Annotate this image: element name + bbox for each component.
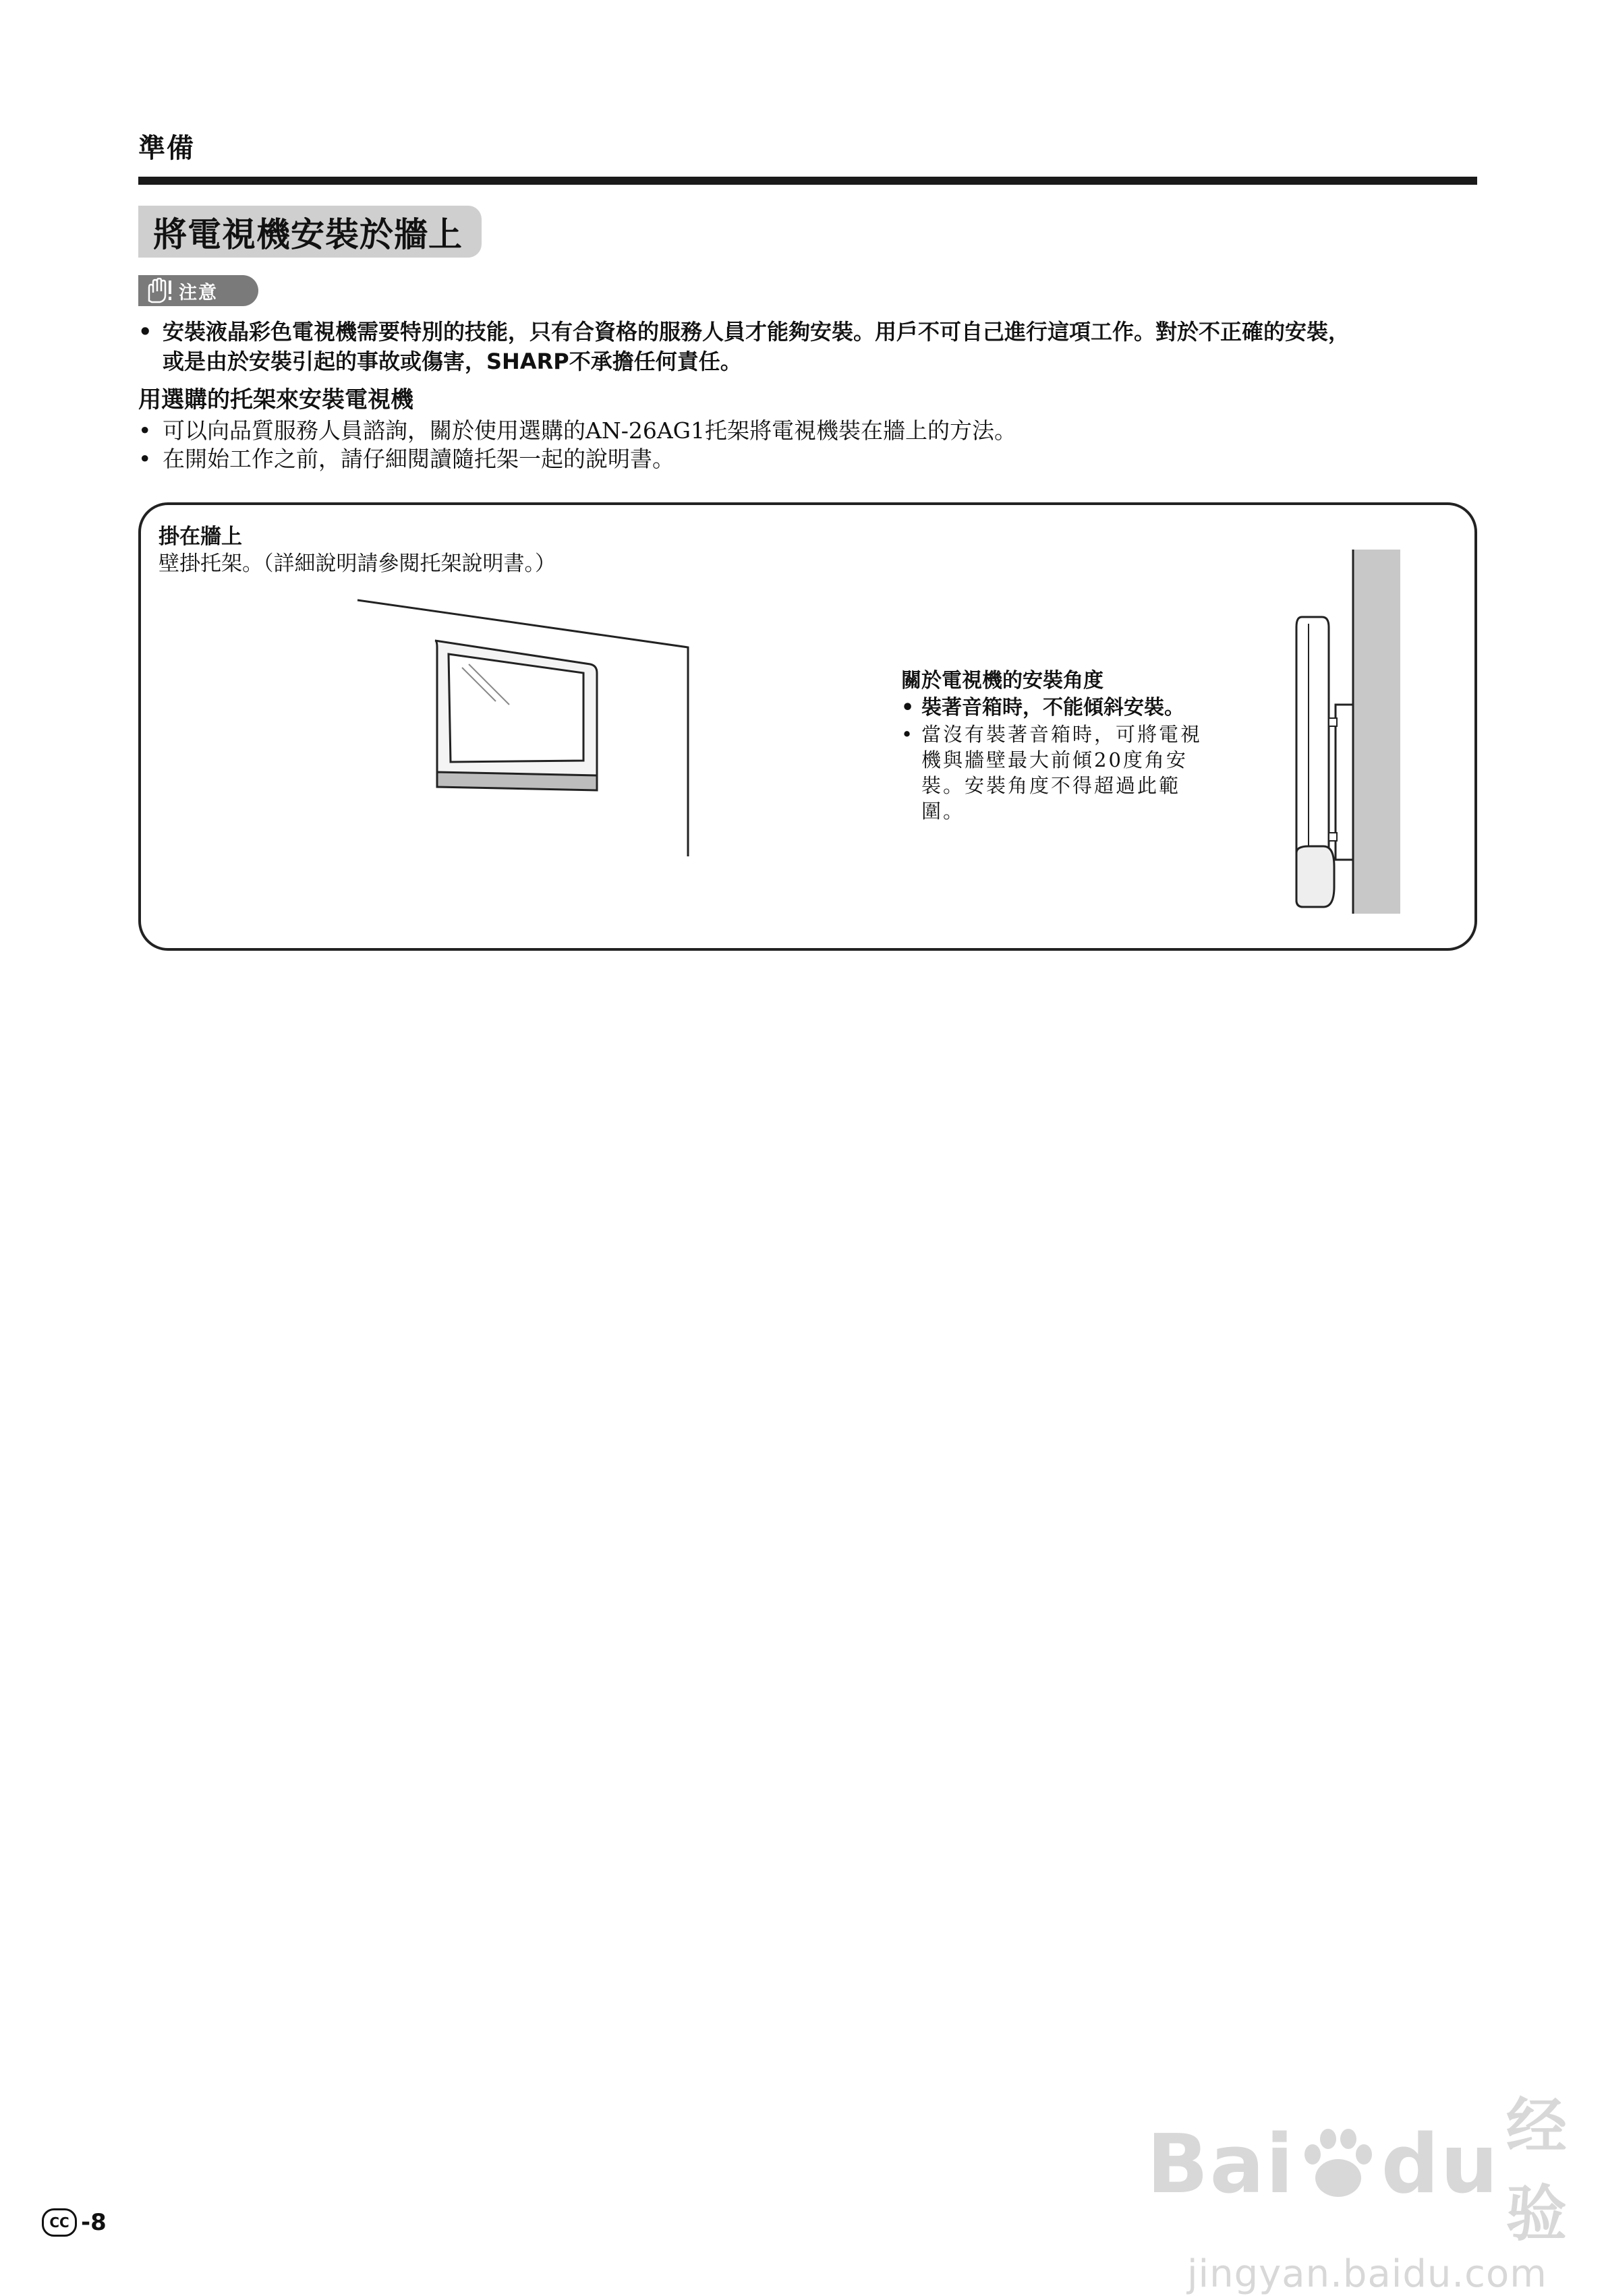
caution-text <box>138 317 1481 376</box>
watermark-url: jingyan.baidu.com <box>1187 2252 1547 2296</box>
angle-heading: 關於電視機的安裝角度 <box>901 669 1103 693</box>
caution-badge <box>138 275 258 306</box>
caution-line-2: 或是由於安裝引起的事故或傷害，SHARP不承擔任何責任。 <box>163 349 742 374</box>
page-title: 將電視機安裝於牆上 <box>153 214 463 254</box>
page-prefix: CC <box>49 2214 69 2231</box>
angle-line-4: 圍。 <box>921 800 965 823</box>
list-item <box>138 417 1481 445</box>
bullet-icon: • <box>138 417 152 444</box>
list-item <box>901 695 1265 722</box>
hand-caution-icon <box>138 275 179 306</box>
tv-on-wall-illustration <box>351 593 701 863</box>
tv-side-view-illustration <box>1282 550 1416 917</box>
bracket-item-2: 在開始工作之前，請仔細閱讀隨托架一起的說明書。 <box>163 446 675 472</box>
bracket-heading: 用選購的托架來安裝電視機 <box>138 386 413 413</box>
baidu-watermark <box>1147 2077 1606 2296</box>
caution-line-1: 安裝液晶彩色電視機需要特別的技能，只有合資格的服務人員才能夠安裝。用戶不可自己進行這項工作。對於不正確的安裝， <box>163 319 1350 345</box>
list-item <box>138 445 1481 473</box>
caution-label: 注意 <box>179 282 218 303</box>
cc-icon <box>42 2208 77 2237</box>
list-item <box>901 722 1265 824</box>
wall-mount-description: 壁掛托架。（詳細說明請參閱托架說明書。） <box>159 552 556 576</box>
bullet-icon: • <box>901 696 915 719</box>
wall-mount-heading: 掛在牆上 <box>159 525 242 549</box>
watermark-brand: Bai <box>1147 2117 1295 2212</box>
page-footer <box>42 2208 107 2237</box>
header-rule <box>138 177 1477 185</box>
page-title-banner <box>138 206 482 258</box>
bullet-icon: • <box>138 446 152 472</box>
section-label: 準備 <box>138 133 195 164</box>
bracket-list <box>138 417 1481 473</box>
angle-line-3: 裝。安裝角度不得超過此範 <box>921 774 1181 797</box>
watermark-cn: 经验 <box>1505 2091 1568 2249</box>
angle-item-1: 裝著音箱時，不能傾斜安裝。 <box>921 696 1184 719</box>
page-number: -8 <box>81 2209 107 2236</box>
bullet-icon: • <box>901 723 915 746</box>
bracket-item-1: 可以向品質服務人員諮詢，關於使用選購的AN-26AG1托架將電視機裝在牆上的方法。 <box>163 417 1017 444</box>
bullet-icon: • <box>138 319 152 345</box>
angle-line-1: 當沒有裝著音箱時，可將電視 <box>921 723 1203 746</box>
watermark-brand-2: du <box>1381 2117 1499 2212</box>
paw-icon <box>1298 2124 1379 2205</box>
angle-notes <box>901 668 1265 824</box>
angle-line-2: 機與牆壁最大前傾20度角安 <box>921 748 1188 771</box>
